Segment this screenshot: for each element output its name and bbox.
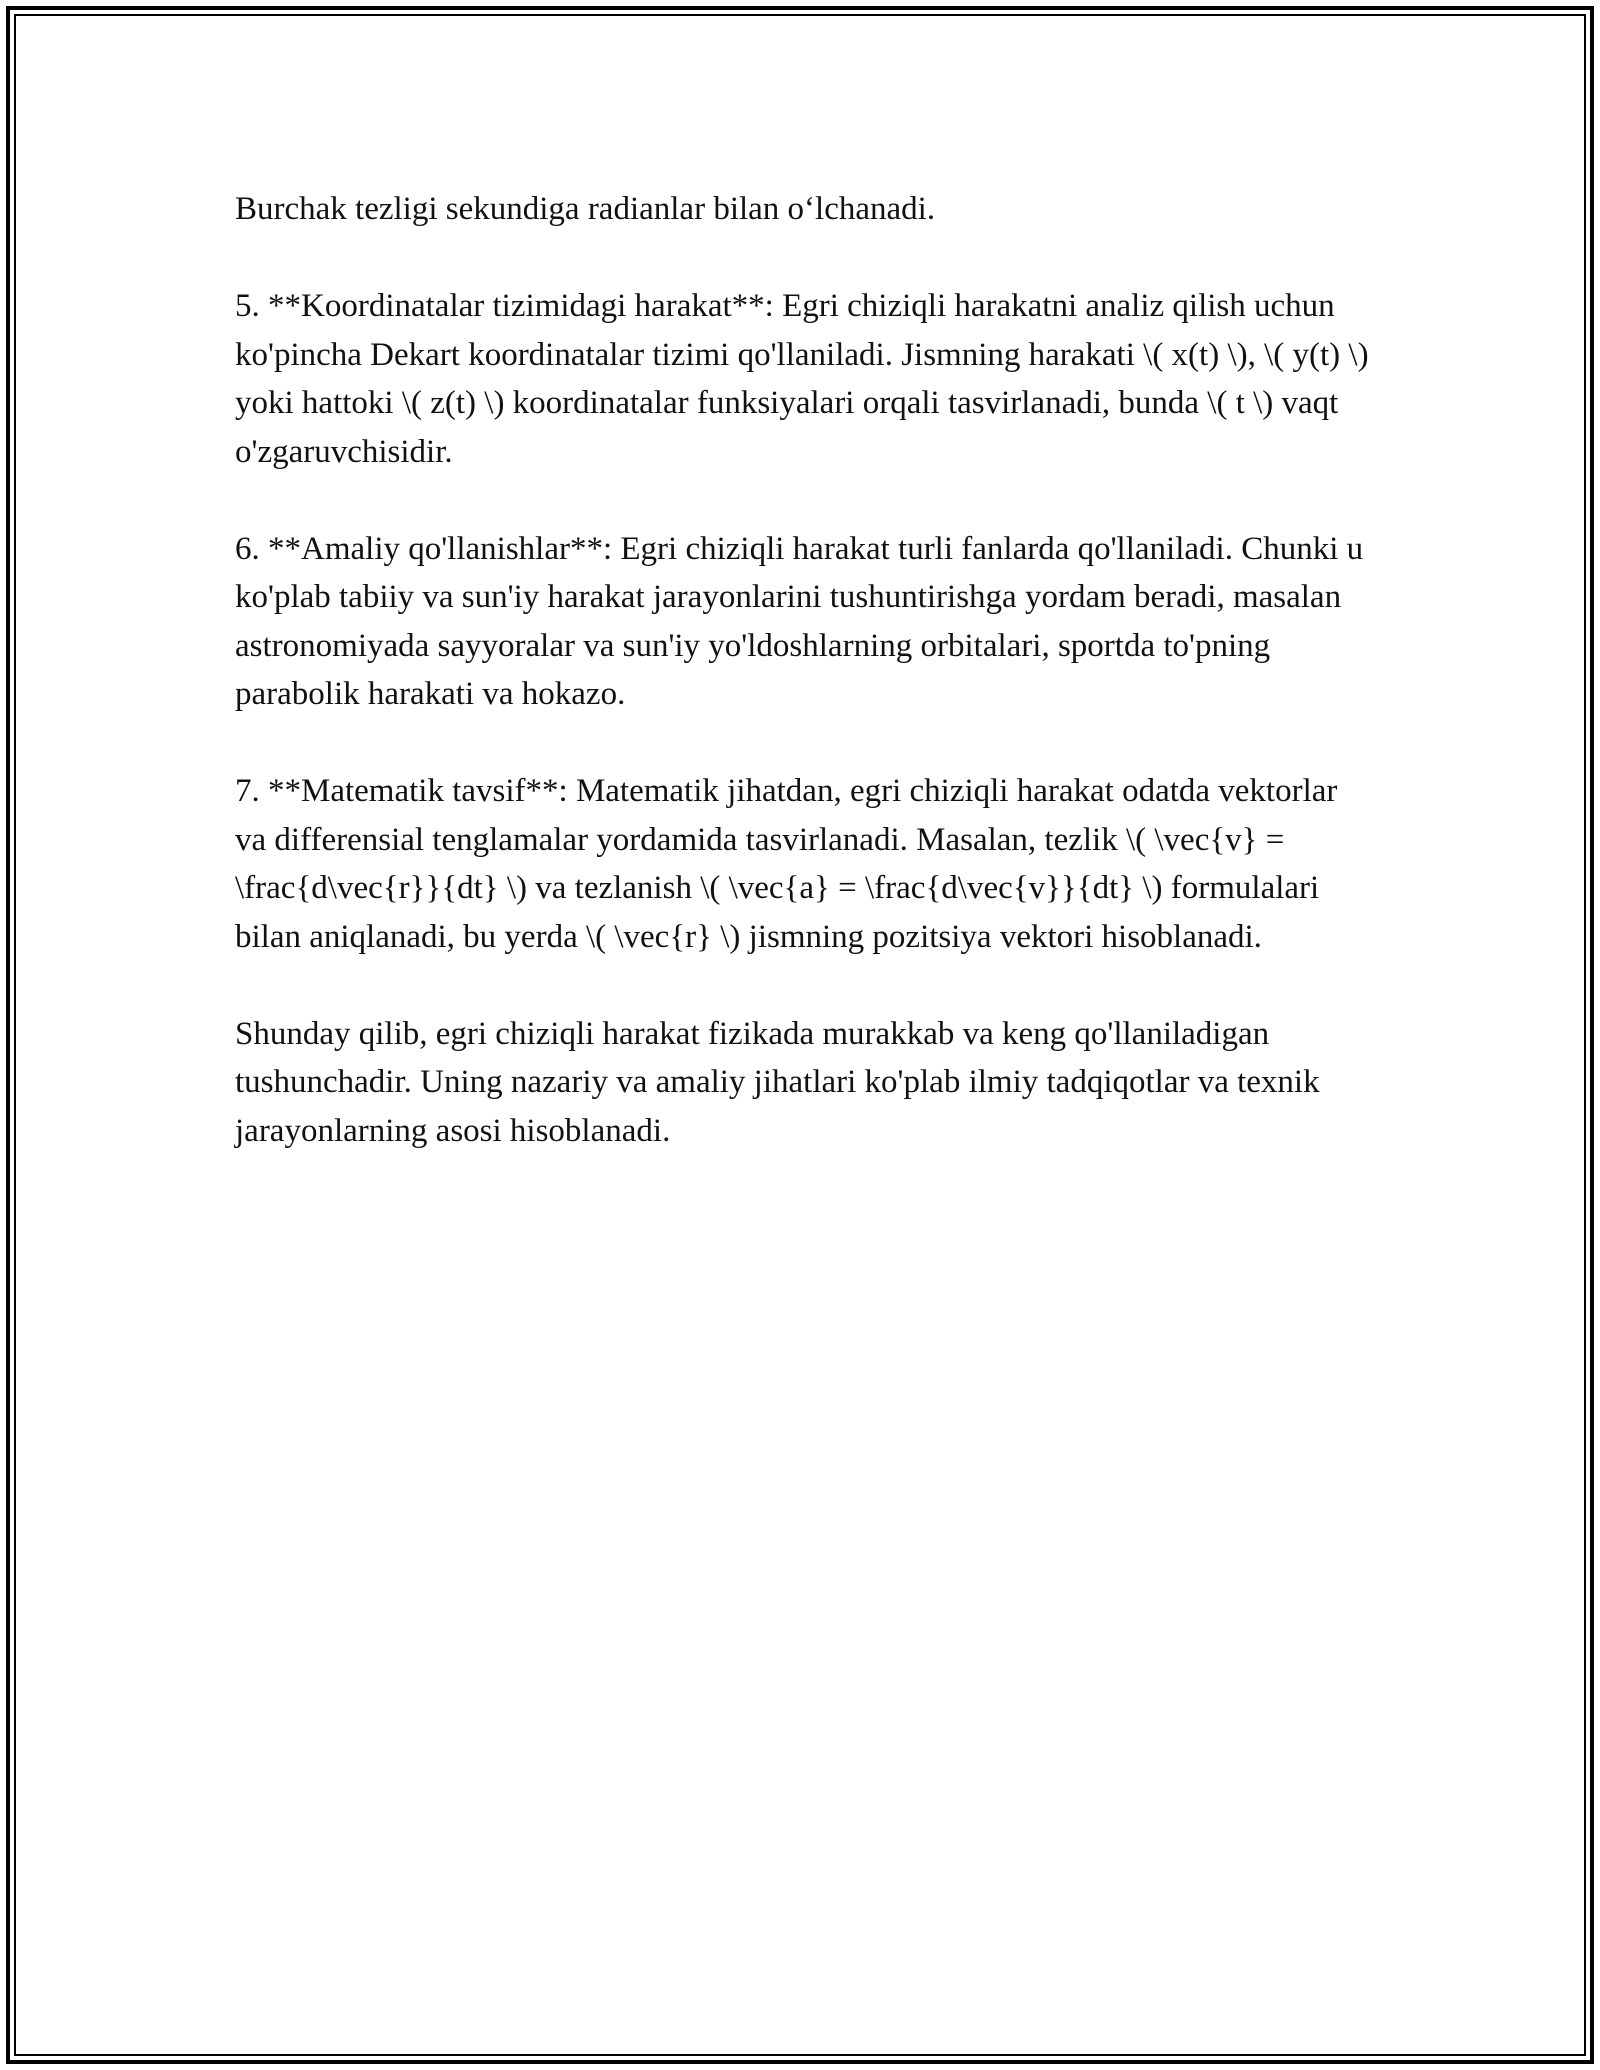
document-body — [235, 185, 1370, 1204]
paragraph-mathematical-description: 7. **Matematik tavsif**: Matematik jihatdan, egri chiziqli harakat odatda vektorlar va differensial tenglamalar yordamida tasvirlanadi. Masalan, tezlik \( \vec{v} = \frac{d\vec{r}}{dt} \) va tezlanish \( \vec{a} = \frac{d\vec{v}}{dt} \) formulalari bilan aniqlanadi, bu yerda \( \vec{r} \) jismning pozitsiya vektori hisoblanadi. — [235, 773, 1338, 955]
paragraph-coordinate-systems: 5. **Koordinatalar tizimidagi harakat**: Egri chiziqli harakatni analiz qilish uchun ko'pincha Dekart koordinatalar tizimi qo'llaniladi. Jismning harakati \( x(t) \), \( y(t) \) yoki hattoki \( z(t) \) koordinatalar funksiyalari orqali tasvirlanadi, bunda \( t \) vaqt o'zgaruvchisidir. — [235, 288, 1369, 470]
paragraph-conclusion: Shunday qilib, egri chiziqli harakat fizikada murakkab va keng qo'llaniladigan tushunchadir. Uning nazariy va amaliy jihatlari ko'plab ilmiy tadqiqotlar va texnik jarayonlarning asosi hisoblanadi. — [235, 1015, 1320, 1149]
paragraph-practical-applications: 6. **Amaliy qo'llanishlar**: Egri chiziqli harakat turli fanlarda qo'llaniladi. Chunki u ko'plab tabiiy va sun'iy harakat jarayonlarini tushuntirishga yordam beradi, masalan astronomiyada sayyoralar va sun'iy yo'ldoshlarning orbitalari, sportda to'pning parabolik harakati va hokazo. — [235, 530, 1364, 712]
paragraph-angular-velocity-units: Burchak tezligi sekundiga radianlar bilan o‘lchanadi. — [235, 191, 936, 227]
